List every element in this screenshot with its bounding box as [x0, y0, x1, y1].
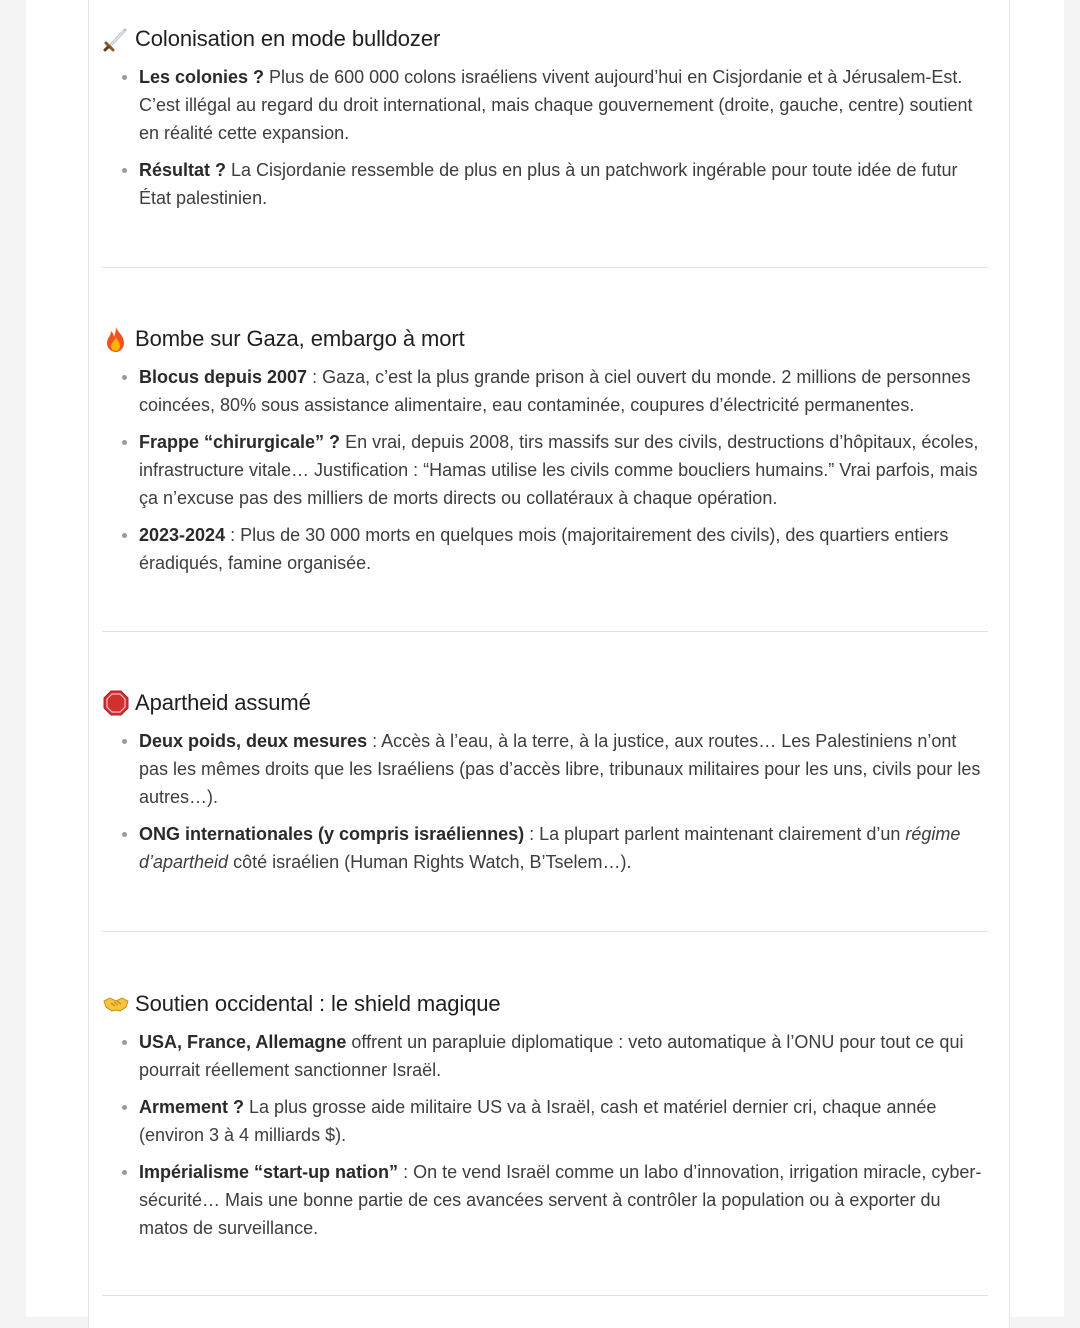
item-text: : Gaza, c’est la plus grande prison à ciel ouvert du monde. 2 millions de personnes coincées, 80% sous assistance alimentaire, eau contaminée, coupures d’électricité permanentes.	[139, 367, 971, 415]
section-divider	[102, 931, 988, 932]
list-item	[102, 363, 988, 419]
section-divider	[102, 631, 988, 632]
item-lead: 2023-2024	[139, 525, 226, 545]
item-text: offrent un parapluie diplomatique : veto automatique à l’ONU pour tout ce qui pourrait réellement sanctionner Israël.	[139, 1032, 964, 1080]
item-lead: Blocus depuis 2007	[139, 367, 308, 387]
article-card	[88, 0, 1010, 1328]
section-gaza	[102, 324, 988, 577]
item-text: : Accès à l’eau, à la terre, à la justice, aux routes… Les Palestiniens n’ont pas les mêmes droits que les Israéliens (pas d’accès libre, tribunaux militaires pour les uns, civils pour les autres…).	[139, 731, 981, 807]
item-lead: Armement ?	[139, 1097, 245, 1117]
section-divider	[102, 267, 988, 268]
item-lead: Les colonies ?	[139, 67, 265, 87]
section-title: Bombe sur Gaza, embargo à mort	[135, 326, 465, 351]
section-title: Soutien occidental : le shield magique	[135, 991, 501, 1016]
item-italic: régime d’apartheid	[139, 824, 961, 872]
item-text: : La plupart parlent maintenant clairement d’un	[524, 824, 906, 844]
bullet-list	[102, 1028, 988, 1242]
list-item	[102, 63, 988, 147]
section-heading	[102, 324, 988, 354]
bullet-list	[102, 727, 988, 876]
item-lead: Résultat ?	[139, 160, 227, 180]
item-text: : On te vend Israël comme un labo d’innovation, irrigation miracle, cyber-sécurité… Mais une bonne partie de ces avancées servent à contrôler la population ou à exporter du matos de surveillance.	[139, 1162, 982, 1238]
item-lead: USA, France, Allemagne	[139, 1032, 347, 1052]
section-title: Apartheid assumé	[135, 690, 311, 715]
page-background	[26, 0, 1064, 1317]
dagger-icon	[102, 25, 130, 53]
item-lead: Deux poids, deux mesures	[139, 731, 368, 751]
item-text: En vrai, depuis 2008, tirs massifs sur des civils, destructions d’hôpitaux, écoles, infrastructure vitale… Justification : “Hamas utilise les civils comme boucliers humains.” Vrai parfois, mais ça n’excuse pas des milliers de morts directs ou collatéraux à chaque opération.	[139, 432, 979, 508]
section-heading	[102, 24, 988, 54]
fire-icon	[102, 325, 130, 353]
handshake-icon	[102, 990, 130, 1018]
section-heading	[102, 688, 988, 718]
section-western-support	[102, 989, 988, 1242]
section-colonisation	[102, 24, 988, 212]
item-text: Plus de 600 000 colons israéliens vivent aujourd’hui en Cisjordanie et à Jérusalem-Est. C’est illégal au regard du droit international, mais chaque gouvernement (droite, gauche, centre) soutient en réalité cette expansion.	[139, 67, 973, 143]
list-item	[102, 156, 988, 212]
item-lead: Impérialisme “start-up nation”	[139, 1162, 399, 1182]
list-item	[102, 727, 988, 811]
section-heading	[102, 989, 988, 1019]
item-text: La Cisjordanie ressemble de plus en plus à un patchwork ingérable pour toute idée de futur État palestinien.	[139, 160, 958, 208]
item-text: La plus grosse aide militaire US va à Israël, cash et matériel dernier cri, chaque année (environ 3 à 4 milliards $).	[139, 1097, 937, 1145]
list-item	[102, 1028, 988, 1084]
stop-sign-icon	[102, 689, 130, 717]
list-item	[102, 1093, 988, 1149]
item-lead: Frappe “chirurgicale” ?	[139, 432, 341, 452]
list-item	[102, 428, 988, 512]
item-text: côté israélien (Human Rights Watch, B’Tselem…).	[228, 852, 632, 872]
bullet-list	[102, 363, 988, 577]
list-item	[102, 1158, 988, 1242]
item-text: : Plus de 30 000 morts en quelques mois (majoritairement des civils), des quartiers entiers éradiqués, famine organisée.	[139, 525, 949, 573]
section-apartheid	[102, 688, 988, 876]
item-lead: ONG internationales (y compris israéliennes)	[139, 824, 525, 844]
list-item	[102, 820, 988, 876]
bullet-list	[102, 63, 988, 212]
list-item	[102, 521, 988, 577]
section-title: Colonisation en mode bulldozer	[135, 26, 441, 51]
section-divider	[102, 1295, 988, 1296]
